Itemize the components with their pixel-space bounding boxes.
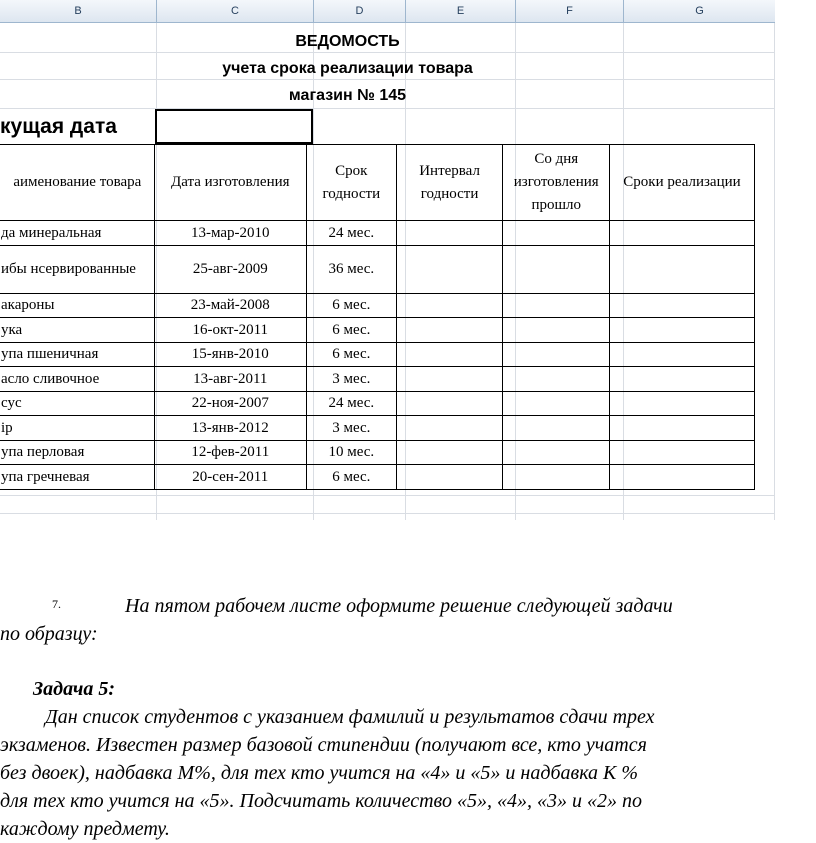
cell-term[interactable]: 3 мес. <box>306 367 396 392</box>
task-line1: Дан список студентов с указанием фамилий и результатов сдачи трех <box>45 706 655 728</box>
cell-days[interactable] <box>503 367 610 392</box>
cell-sale[interactable] <box>609 441 754 465</box>
cell-date[interactable]: 13-мар-2010 <box>154 221 306 246</box>
cell-term[interactable]: 6 мес. <box>306 465 396 490</box>
cell-days[interactable] <box>503 465 610 490</box>
sheet-title: ВЕДОМОСТЬ <box>295 33 400 50</box>
cell-date[interactable]: 23-май-2008 <box>154 294 306 318</box>
column-header-b[interactable]: B <box>0 0 157 22</box>
column-header-d[interactable]: D <box>314 0 406 22</box>
task-title: Задача 5: <box>33 678 115 700</box>
cell-days[interactable] <box>503 441 610 465</box>
table-row <box>0 465 755 490</box>
cell-term[interactable]: 36 мес. <box>306 246 396 294</box>
cell-days[interactable] <box>503 416 610 441</box>
cell-term[interactable]: 10 мес. <box>306 441 396 465</box>
header-manufactured[interactable]: Дата изготовления <box>154 145 306 221</box>
item-number: 7. <box>52 597 61 611</box>
cell-name[interactable]: асло сливочное <box>0 367 154 392</box>
cell-days[interactable] <box>503 294 610 318</box>
cell-term[interactable]: 24 мес. <box>306 392 396 416</box>
cell-date[interactable]: 25-авг-2009 <box>154 246 306 294</box>
cell-name[interactable]: да минеральная <box>0 221 154 246</box>
cell-date[interactable]: 13-авг-2011 <box>154 367 306 392</box>
cell-sale[interactable] <box>609 416 754 441</box>
table-row <box>0 318 755 343</box>
cell-interval[interactable] <box>396 294 503 318</box>
column-header-g[interactable]: G <box>695 5 704 17</box>
item-text-line2: по образцу: <box>0 623 98 645</box>
sheet-store: магазин № 145 <box>288 87 407 104</box>
cell-name[interactable]: ибы нсервированные <box>0 246 154 294</box>
cell-date[interactable]: 22-ноя-2007 <box>154 392 306 416</box>
cell-name[interactable]: упа перловая <box>0 441 154 465</box>
cell-interval[interactable] <box>396 246 503 294</box>
header-days-passed[interactable]: Со дня изготовления прошло <box>503 145 610 221</box>
cell-term[interactable]: 6 мес. <box>306 318 396 343</box>
table-row <box>0 246 755 294</box>
cell-interval[interactable] <box>396 441 503 465</box>
table-row <box>0 343 755 367</box>
task-line4: для тех кто учится на «5». Подсчитать количество «5», «4», «3» и «2» по <box>0 790 642 812</box>
task-line2: экзаменов. Известен размер базовой стипендии (получают все, кто учатся <box>0 734 647 756</box>
goods-table <box>0 144 755 490</box>
table-row <box>0 392 755 416</box>
task-line5: каждому предмету. <box>0 818 170 840</box>
cell-days[interactable] <box>503 246 610 294</box>
table-row <box>0 367 755 392</box>
cell-interval[interactable] <box>396 367 503 392</box>
cell-name[interactable]: упа гречневая <box>0 465 154 490</box>
cell-sale[interactable] <box>609 221 754 246</box>
cell-date[interactable]: 20-сен-2011 <box>154 465 306 490</box>
cell-interval[interactable] <box>396 318 503 343</box>
cell-name[interactable]: ір <box>0 416 154 441</box>
cell-name[interactable]: сус <box>0 392 154 416</box>
cell-sale[interactable] <box>609 294 754 318</box>
cell-term[interactable]: 24 мес. <box>306 221 396 246</box>
header-sale-terms[interactable]: Сроки реализации <box>609 145 754 221</box>
table-row <box>0 416 755 441</box>
cell-date[interactable]: 15-янв-2010 <box>154 343 306 367</box>
cell-date[interactable]: 12-фев-2011 <box>154 441 306 465</box>
cell-interval[interactable] <box>396 343 503 367</box>
table-row <box>0 221 755 246</box>
table-row <box>0 441 755 465</box>
cell-name[interactable]: акароны <box>0 294 154 318</box>
cell-name[interactable]: ука <box>0 318 154 343</box>
task-line3: без двоек), надбавка М%, для тех кто учится на «4» и «5» и надбавка К % <box>0 762 638 784</box>
column-header-f[interactable]: F <box>516 0 624 22</box>
item-text-line1: На пятом рабочем листе оформите решение следующей задачи <box>125 595 673 617</box>
column-header-c[interactable]: C <box>157 0 314 22</box>
header-name[interactable]: аименование товара <box>0 145 154 221</box>
cell-days[interactable] <box>503 221 610 246</box>
header-shelf-life[interactable]: Срок годности <box>306 145 396 221</box>
cell-term[interactable]: 3 мес. <box>306 416 396 441</box>
cell-sale[interactable] <box>609 367 754 392</box>
cell-date[interactable]: 13-янв-2012 <box>154 416 306 441</box>
cell-term[interactable]: 6 мес. <box>306 294 396 318</box>
cell-interval[interactable] <box>396 465 503 490</box>
table-header-row <box>0 145 755 221</box>
cell-interval[interactable] <box>396 221 503 246</box>
cell-days[interactable] <box>503 343 610 367</box>
sheet-subtitle: учета срока реализации товара <box>222 60 473 77</box>
cell-sale[interactable] <box>609 392 754 416</box>
column-header-bar <box>0 0 775 23</box>
cell-sale[interactable] <box>609 318 754 343</box>
column-header-e[interactable]: E <box>406 0 516 22</box>
cell-interval[interactable] <box>396 392 503 416</box>
cell-term[interactable]: 6 мес. <box>306 343 396 367</box>
cell-name[interactable]: упа пшеничная <box>0 343 154 367</box>
header-interval[interactable]: Интервал годности <box>396 145 503 221</box>
cell-days[interactable] <box>503 318 610 343</box>
current-date-cell[interactable] <box>155 109 313 144</box>
cell-interval[interactable] <box>396 416 503 441</box>
table-row <box>0 294 755 318</box>
cell-sale[interactable] <box>609 343 754 367</box>
cell-sale[interactable] <box>609 246 754 294</box>
cell-days[interactable] <box>503 392 610 416</box>
cell-date[interactable]: 16-окт-2011 <box>154 318 306 343</box>
current-date-label: кущая дата <box>0 115 117 138</box>
cell-sale[interactable] <box>609 465 754 490</box>
